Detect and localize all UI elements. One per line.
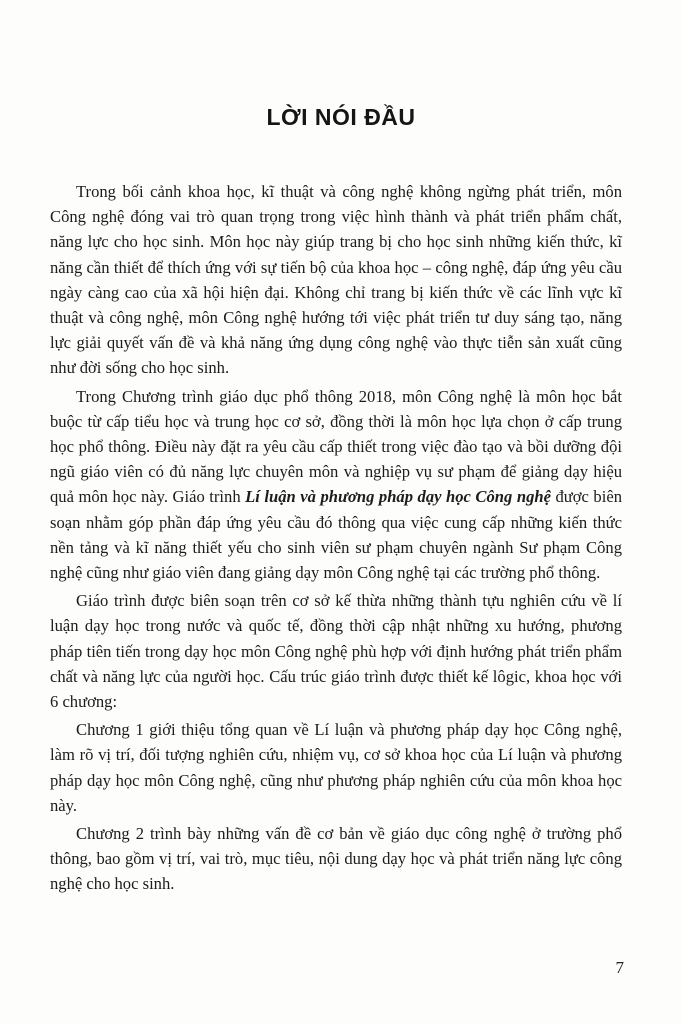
preface-body	[50, 179, 622, 900]
paragraph-chapter-1: Chương 1 giới thiệu tổng quan về Lí luận và phương pháp dạy học Công nghệ, làm rõ vị trí, đối tượng nghiên cứu, nhiệm vụ, cơ sở khoa học của Lí luận và phương pháp dạy học môn Công nghệ, cũng như phương pháp nghiên cứu của môn khoa học này.	[50, 720, 622, 815]
paragraph-context: Trong bối cảnh khoa học, kĩ thuật và công nghệ không ngừng phát triển, môn Công nghệ đóng vai trò quan trọng trong việc hình thành và phát triển phẩm chất, năng lực cho học sinh. Môn học này giúp trang bị cho học sinh những kiến thức, kĩ năng cần thiết để thích ứng với sự tiến bộ của khoa học – công nghệ, đáp ứng yêu cầu ngày càng cao của xã hội hiện đại. Không chỉ trang bị kiến thức về các lĩnh vực kĩ thuật và công nghệ, môn Công nghệ hướng tới việc phát triển tư duy sáng tạo, năng lực giải quyết vấn đề và khả năng ứng dụng công nghệ vào thực tiễn sản xuất cũng như đời sống cho học sinh.	[50, 182, 622, 378]
paragraph-curriculum-text-before: Trong Chương trình giáo dục phổ thông 2018, môn Công nghệ là môn học bắt buộc từ cấp tiểu học và trung học cơ sở, đồng thời là môn học lựa chọn ở cấp trung học phổ thông. Điều này đặt ra yêu cầu cấp thiết trong việc đào tạo và bồi dưỡng đội ngũ giáo viên có đủ năng lực chuyên môn và nghiệp vụ sư phạm để giảng dạy hiệu quả môn học này. Giáo trình	[50, 386, 622, 507]
paragraph-structure: Giáo trình được biên soạn trên cơ sở kế thừa những thành tựu nghiên cứu về lí luận dạy học trong nước và quốc tế, đồng thời cập nhật những xu hướng, phương pháp tiên tiến trong dạy học môn Công nghệ phù hợp với định hướng phát triển phẩm chất và năng lực của người học. Cấu trúc giáo trình được thiết kế lôgic, khoa học với 6 chương:	[50, 591, 622, 712]
paragraph-chapter-2: Chương 2 trình bày những vấn đề cơ bản về giáo dục công nghệ ở trường phổ thông, bao gồm vị trí, vai trò, mục tiêu, nội dung dạy học và phát triển năng lực công nghệ cho học sinh.	[50, 824, 622, 894]
paragraph-curriculum-text-after: được biên soạn nhằm góp phần đáp ứng yêu cầu đó thông qua việc cung cấp những kiến thức nền tảng và kĩ năng thiết yếu cho sinh viên sư phạm chuyên ngành Sư phạm Công nghệ cũng như giáo viên đang giảng dạy môn Công nghệ tại các trường phổ thông.	[50, 487, 622, 583]
page-number: 7	[615, 958, 624, 977]
textbook-title-emphasis: Lí luận và phương pháp dạy học Công nghệ	[245, 487, 551, 507]
paragraph-curriculum	[50, 384, 622, 586]
page-title: LỜI NÓI ĐẦU	[266, 104, 416, 130]
